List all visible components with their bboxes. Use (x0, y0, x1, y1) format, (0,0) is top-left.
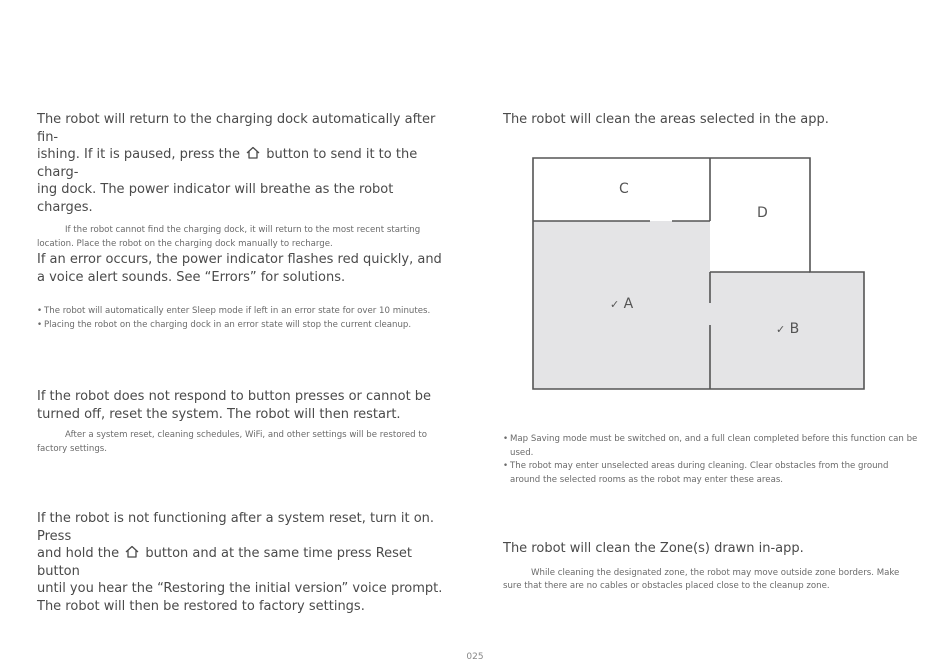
list-item: • Placing the robot on the charging dock in an error state will stop the current cleanup. (37, 319, 453, 333)
error-bullets (37, 305, 453, 332)
restore-line1: If the robot is not functioning after a system reset, turn it on. Press (37, 511, 435, 544)
page-number: 025 (466, 652, 484, 662)
return-dock-note: If the robot cannot find the charging dock, it will return to the most recent starting location. Place the robot on the charging dock manually to recharge. (37, 225, 421, 249)
restore-rest: until you hear the “Restoring the initial version” voice prompt. The robot will then be restored to factory settings. (37, 581, 443, 614)
list-item: • The robot may enter unselected areas during cleaning. Clear obstacles from the ground around the selected rooms as the robot may enter these areas. (503, 460, 918, 487)
section-reset (37, 388, 453, 456)
room-map-diagram (530, 155, 868, 395)
home-icon (124, 545, 140, 558)
section-zone-clean (503, 540, 918, 594)
section-room-clean (503, 111, 918, 129)
list-item: • Map Saving mode must be switched on, and a full clean completed before this function can be used. (503, 433, 918, 460)
room-clean-lead: The robot will clean the areas selected in the app. (503, 112, 829, 127)
check-icon: ✓ (610, 298, 620, 311)
return-dock-line2-start: ishing. If it is paused, press the (37, 147, 240, 162)
home-icon (245, 146, 261, 159)
room-clean-bullets (503, 433, 918, 487)
zone-clean-note: While cleaning the designated zone, the robot may move outside zone borders. Make sure that there are no cables or obstacles placed close to the cleanup zone. (503, 567, 900, 591)
return-dock-line1: The robot will return to the charging dock automatically after fin- (37, 112, 436, 145)
reset-lead: If the robot does not respond to button presses or cannot be turned off, reset the system. The robot will then restart. (37, 389, 432, 422)
room-b-label-group (776, 322, 799, 337)
room-b-label: B (789, 321, 800, 337)
restore-line2-end: button and at the same time press Reset button (37, 546, 413, 579)
return-dock-line3: ing dock. The power indicator will breathe as the robot charges. (37, 182, 394, 215)
room-a-label-group (610, 297, 633, 312)
room-map-svg (530, 155, 868, 395)
error-lead: If an error occurs, the power indicator flashes red quickly, and a voice alert sounds. See “Errors” for solutions. (37, 252, 442, 285)
room-d-label: D (757, 205, 768, 221)
room-a-label: A (623, 296, 634, 312)
restore-line2-start: and hold the (37, 546, 120, 561)
section-room-notes (503, 433, 918, 487)
list-item: • The robot will automatically enter Sleep mode if left in an error state for over 10 minutes. (37, 305, 453, 319)
zone-clean-lead: The robot will clean the Zone(s) drawn in-app. (503, 541, 804, 556)
check-icon: ✓ (776, 323, 786, 336)
section-error (37, 251, 453, 332)
reset-note: After a system reset, cleaning schedules, WiFi, and other settings will be restored to factory settings. (37, 430, 427, 454)
section-factory-restore (37, 510, 457, 615)
section-return-dock (37, 111, 453, 251)
return-dock-line2-end: button to send it to the charg- (37, 147, 418, 180)
room-c-label: C (619, 181, 629, 197)
